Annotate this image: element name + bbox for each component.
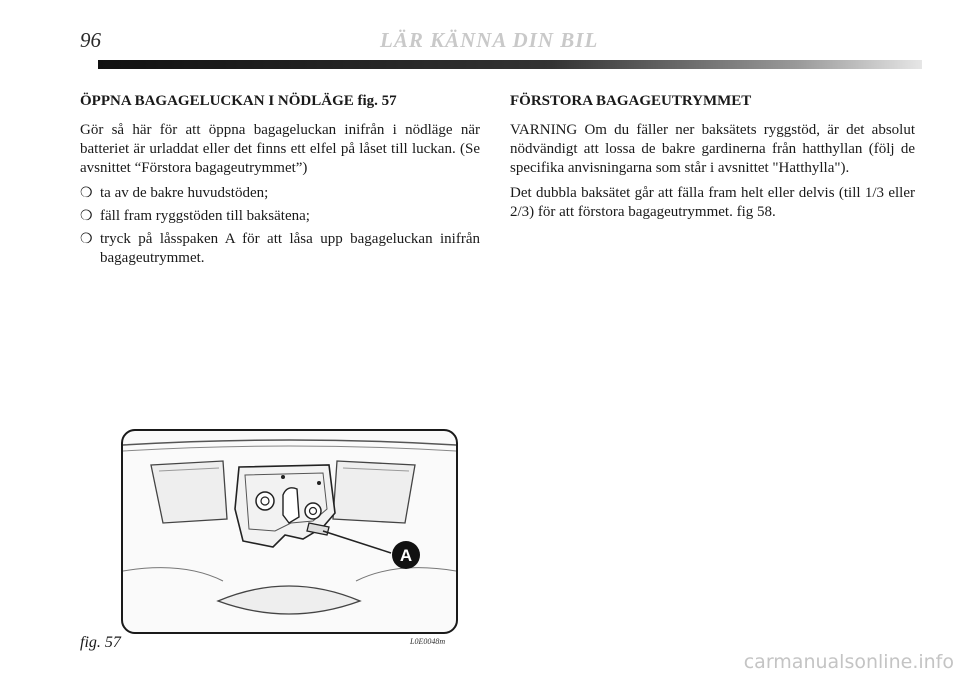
emergency-open-heading: ÖPPNA BAGAGELUCKAN I NÖDLÄGE fig. 57 [80,93,397,109]
callout-label-a: A [399,546,413,565]
bullet-circle-icon: ❍ [80,232,93,247]
section-title: LÄR KÄNNA DIN BIL [380,28,599,52]
list-item [80,230,480,268]
tailgate-lock-drawing [123,431,456,632]
page-number: 96 [80,28,101,52]
header-rule [98,60,922,69]
enlarge-boot-heading: FÖRSTORA BAGAGEUTRYMMET [510,93,752,109]
left-column [80,92,480,272]
figure-code: L0E0048m [410,637,446,646]
figure-57-illustration [121,429,458,634]
list-item [80,184,480,203]
figure-caption: fig. 57 [80,634,121,651]
fold-seat-paragraph: Det dubbla baksätet går att fälla fram helt eller delvis (till 1/3 eller 2/3) för att förstora bagageutrymmet. fig 58. [510,185,915,220]
list-item-text: fäll fram ryggstöden till baksätena; [100,208,310,224]
bullet-circle-icon: ❍ [80,186,93,201]
emergency-open-intro: Gör så här för att öppna bagageluckan inifrån i nödläge när batteriet är urladdat eller det finns ett elfel på låset till luckan. (Se avsnittet “Förstora bagageutrymmet”) [80,122,480,176]
list-item-text: tryck på låsspaken A för att låsa upp bagageluckan inifrån bagageutrymmet. [100,231,480,266]
bullet-circle-icon: ❍ [80,209,93,224]
warning-paragraph: VARNING Om du fäller ner baksätets ryggstöd, är det absolut nödvändigt att lossa de bakre gardinerna från hatthyllan (följ de specifika anvisningarna som står i avsnittet "Hatthylla"). [510,122,915,176]
list-item [80,207,480,226]
watermark: carmanualsonline.info [743,651,954,673]
list-item-text: ta av de bakre huvudstöden; [100,185,269,201]
right-column [510,92,915,228]
